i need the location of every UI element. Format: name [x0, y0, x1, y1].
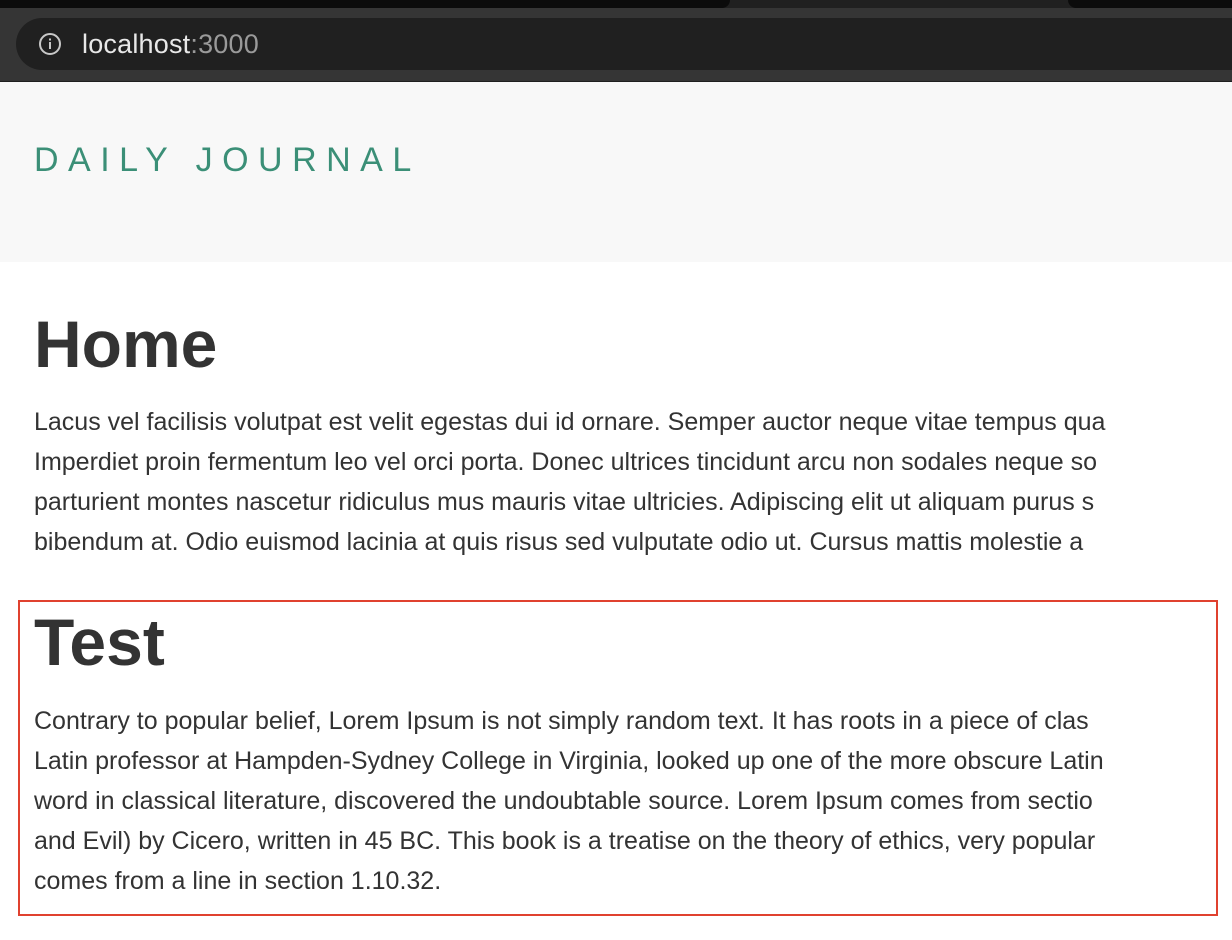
- tab-strip: [0, 0, 1232, 8]
- url-text[interactable]: [82, 30, 259, 58]
- site-header: [0, 82, 1232, 262]
- info-icon[interactable]: [38, 32, 62, 56]
- post-line: word in classical literature, discovered the undoubtable source. Lorem Ipsum comes from sectio: [34, 787, 1093, 815]
- address-bar[interactable]: [16, 18, 1232, 70]
- post-line: Lacus vel facilisis volutpat est velit egestas dui id ornare. Semper auctor neque vitae tempus qua: [34, 408, 1106, 436]
- post-line: Latin professor at Hampden-Sydney College in Virginia, looked up one of the more obscure Latin: [34, 747, 1104, 775]
- site-brand[interactable]: DAILY JOURNAL: [34, 141, 421, 179]
- post-title-test: Test: [34, 605, 165, 679]
- post-line: parturient montes nascetur ridiculus mus mauris vitae ultricies. Adipiscing elit ut aliquam purus s: [34, 488, 1095, 516]
- post-line: Imperdiet proin fermentum leo vel orci porta. Donec ultrices tincidunt arcu non sodales neque so: [34, 448, 1098, 476]
- post-line: Contrary to popular belief, Lorem Ipsum is not simply random text. It has roots in a piece of clas: [34, 707, 1089, 735]
- active-tab[interactable]: [0, 0, 730, 8]
- post-title-home: Home: [34, 307, 218, 381]
- browser-toolbar: [0, 8, 1232, 82]
- post-body-home: [34, 402, 1105, 562]
- post-line: comes from a line in section 1.10.32.: [34, 867, 442, 895]
- post-line: and Evil) by Cicero, written in 45 BC. This book is a treatise on the theory of ethics, very popular: [34, 827, 1096, 855]
- post-line: bibendum at. Odio euismod lacinia at quis risus sed vulputate odio ut. Cursus mattis molestie a: [34, 528, 1084, 556]
- inactive-tab[interactable]: [1068, 0, 1232, 8]
- post-body-test: [34, 701, 1104, 901]
- url-port: :3000: [190, 29, 259, 59]
- url-host: localhost: [82, 29, 191, 59]
- posts-container: [34, 262, 1232, 940]
